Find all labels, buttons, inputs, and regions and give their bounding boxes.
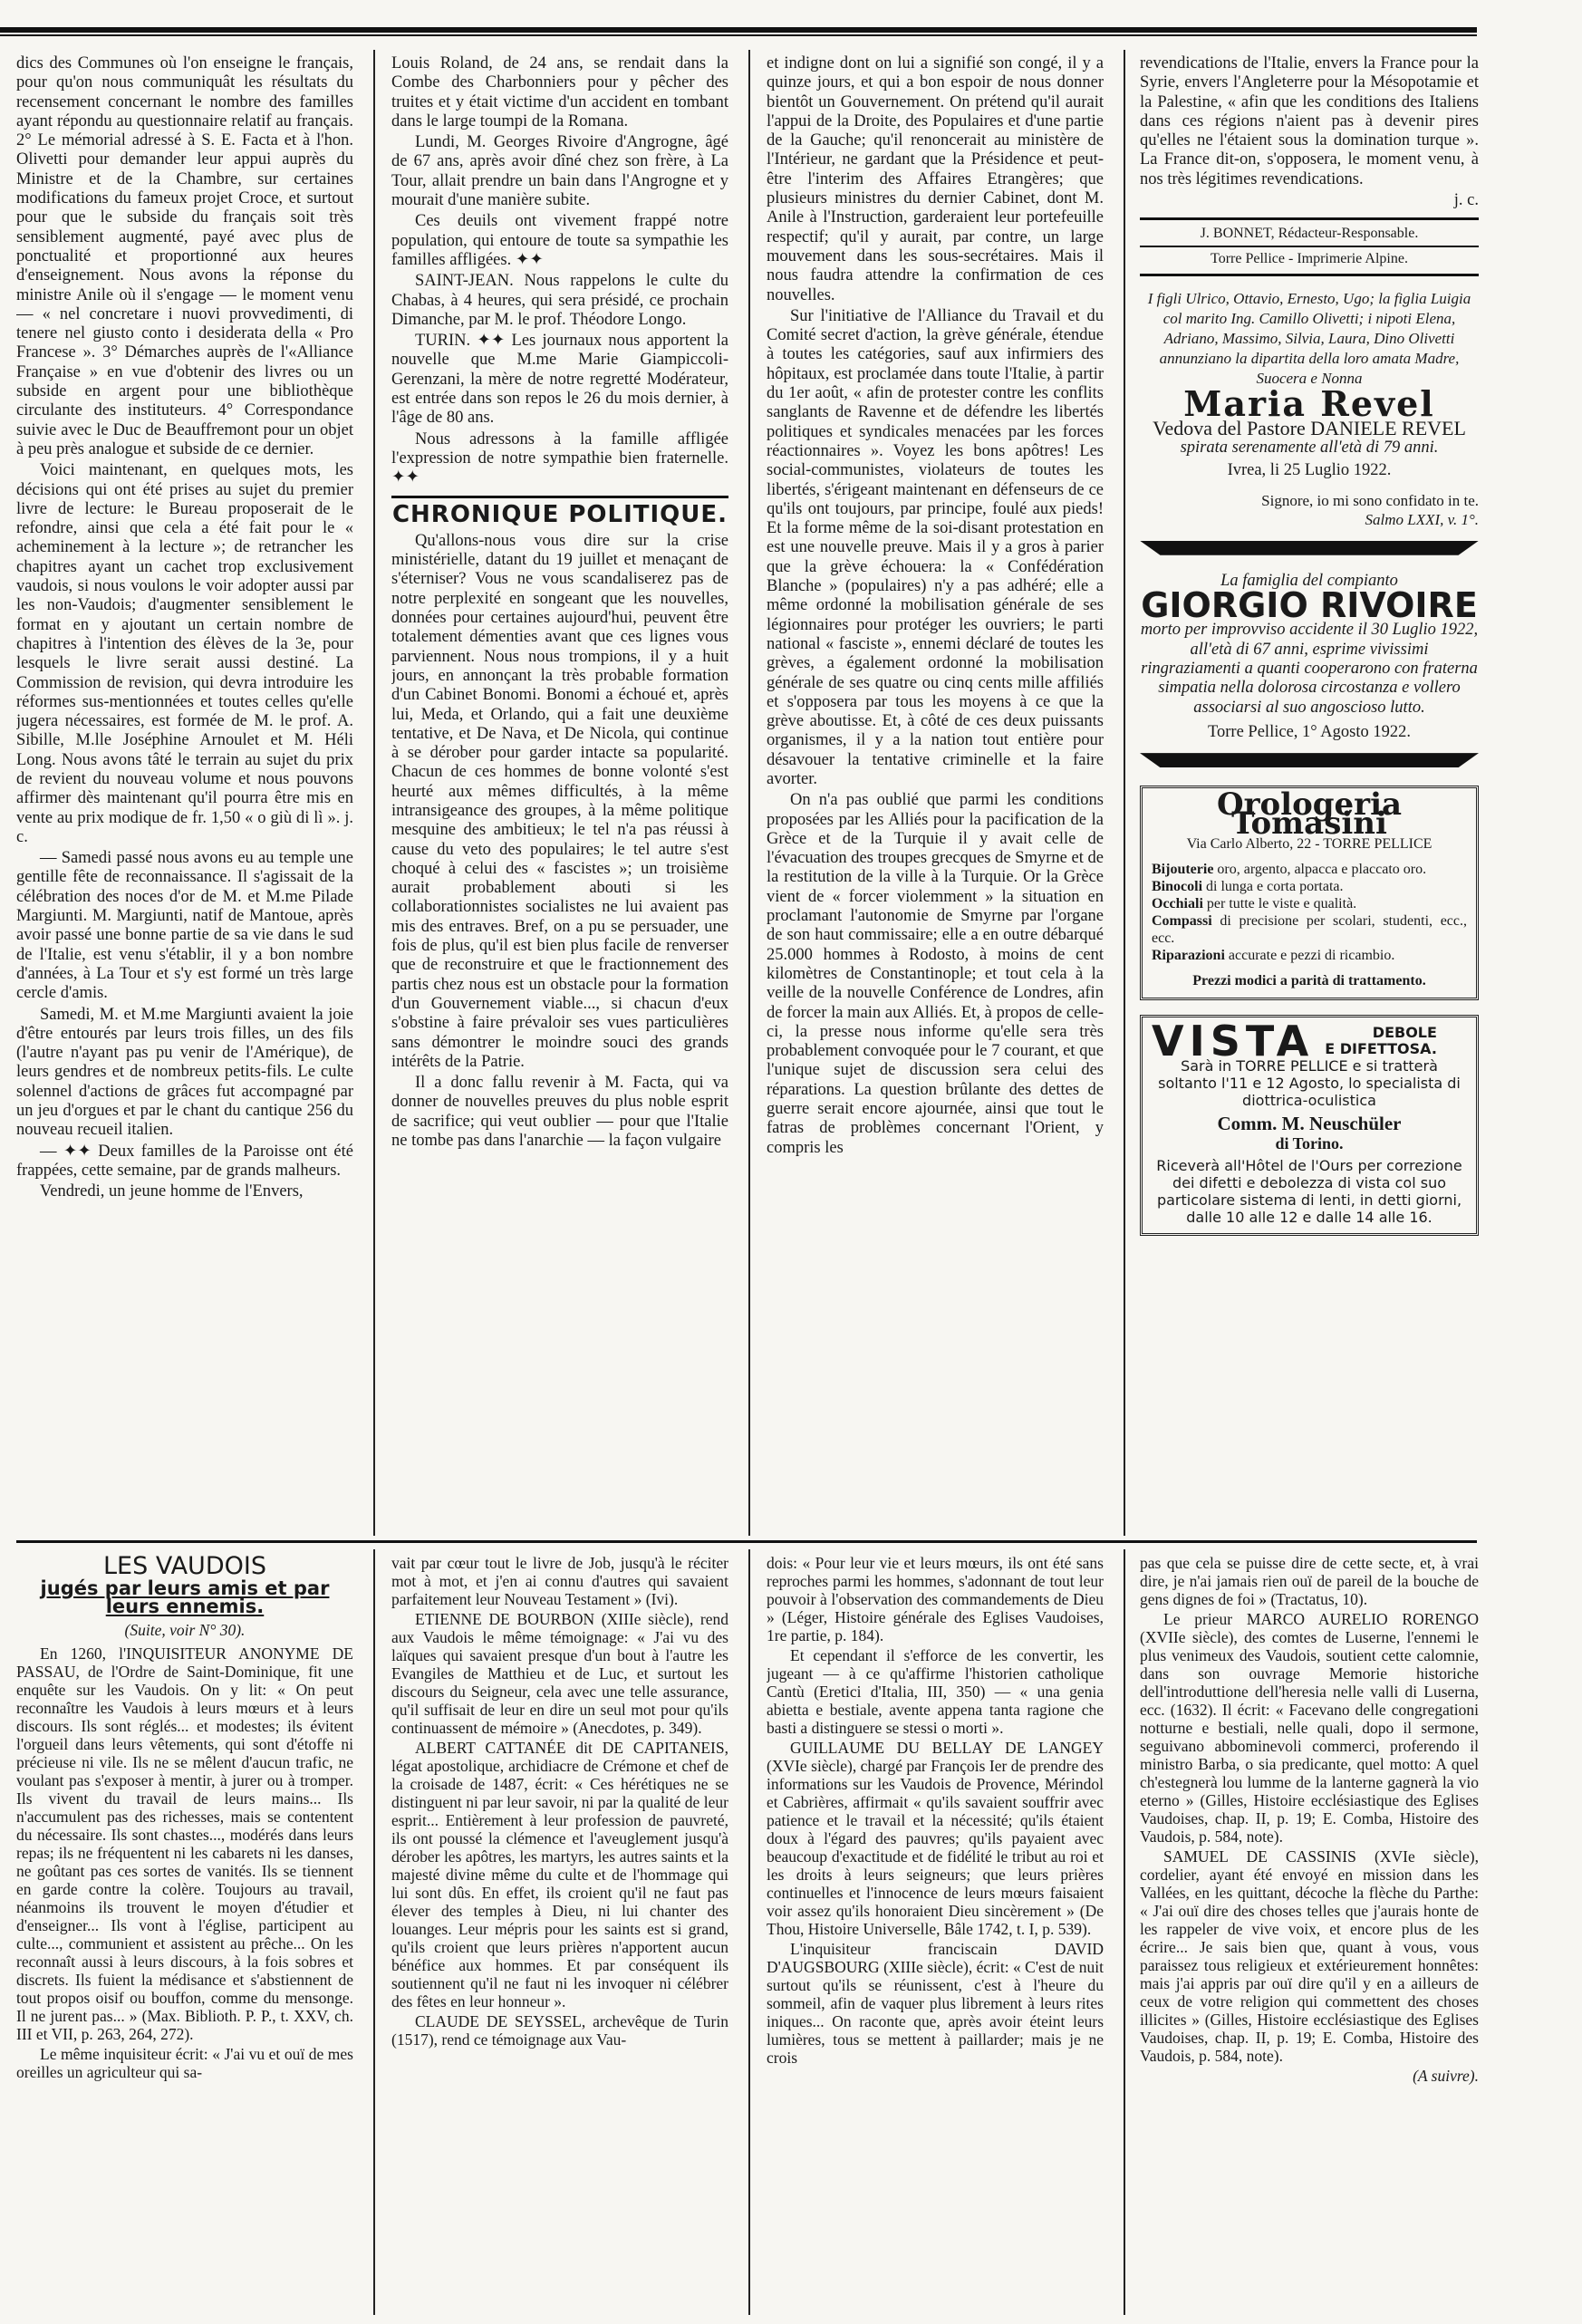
paragraph: CLAUDE DE SEYSSEL, archevêque de Turin (1517), rend ce témoignage aux Vau- bbox=[391, 2012, 728, 2049]
column-1 bbox=[16, 54, 353, 1527]
paragraph: Qu'allons-nous vous dire sur la crise ministérielle, datant du 19 juillet et menaçant de s'éterniser? Vous ne vous scandaliserez pas de notre perplexité en songeant que les nouvelles, données pour certaines aujourd'hui, peuvent être totalement démenties avant que ces lignes vous parviennent. Nous nous trompions, il y a huit jours, en annonçant la très probable formation d'un Cabinet Bonomi. Bonomi a échoué et, après lui, Meda, et Orlando, qui a fait une deuxième tentative, et De Nava, et De Nicola, qui continue à se dérober pour garder intacte sa popularité. Chacun de ces hommes de bonne volonté s'est heurté aux mêmes difficultés, à la même intransigeance des groupes, à la même politique mesquine des ambitieux; le tel n'a pas réussi à cause du veto des populaires; le tel autre s'est choqué à celui des « fascistes »; un troisième aurait probablement abouti si les collaborationnistes socialistes ne lui avaient pas mis des entraves. Bref, on a pu se persuader, une fois de plus, qu'il est bien plus facile de renverser que de reconstruire et que le fractionnement des partis chez nous est un obstacle pour la formation d'un Gouvernement viable..., si chacun d'eux s'obstine à faire prévaloir ses vues particulières sans démontrer le moindre souci des grands intérêts de la Patrie. bbox=[391, 531, 728, 1071]
ad-item: Bijouterie oro, argento, alpacca e placcato oro. bbox=[1152, 862, 1427, 878]
vaudois-subtitle: jugés par leurs amis et par leurs ennemis. bbox=[40, 1577, 330, 1617]
ad-item: Occhiali per tutte le viste e qualità. bbox=[1152, 896, 1357, 912]
column-3 bbox=[767, 54, 1104, 1527]
vaudois-column-1 bbox=[16, 1554, 353, 2310]
paragraph: Nous adressons à la famille affligée l'expression de notre sympathie bien fraternelle. ✦✦ bbox=[391, 429, 728, 487]
paragraph: dics des Communes où l'on enseigne le français, pour qu'on nous communiquât les résultats du recensement concernant le nombre des familles ayant répondu au questionnaire relatif au français. 2° Le mémorial adressé à S. E. Facta et à l'hon. Olivetti pour demander leur appui auprès du Ministre et de la Chambre, sur certaines modifications du fameux projet Croce, et surtout pour que le subside du français soit très sensiblement augmenté, payé avec plus de ponctualité et proportionné aux heures d'enseignement. Nous avons la réponse du ministre Anile où il s'engage — le moment venu — « nel concretare i nuovi provvedimenti, di tenere nel giusto conto i desiderata della « Pro Francese ». 3° Démarches auprès de l'«Alliance Française » en vue d'obtenir des livres ou un subside en argent pour une bibliothèque circulante des instituteurs. 4° Correspondance suivie avec le Duc de Beauffremont pour un objet à peu près analogue et subside de ce dernier. bbox=[16, 54, 353, 458]
ad-item: Compassi di precisione per scolari, studenti, ecc., ecc. bbox=[1152, 913, 1468, 947]
paragraph: Il a donc fallu revenir à M. Facta, qui va donner de nouvelles preuves du plus noble esprit de sacrifice; qui veut oublier — pour que l'Italie ne tombe pas dans l'anarchie — la façon vulgaire bbox=[391, 1074, 728, 1151]
paragraph: Vendredi, un jeune homme de l'Envers, bbox=[40, 1182, 304, 1201]
ad-item: Riparazioni accurate e pezzi di ricambio. bbox=[1152, 948, 1395, 964]
section-rule bbox=[16, 1540, 1477, 1543]
ad-address: Via Carlo Alberto, 22 - TORRE PELLICE bbox=[1186, 835, 1432, 852]
ad-name: Comm. M. Neuschüler bbox=[1217, 1113, 1402, 1135]
paragraph: et indigne dont on lui a signifié son congé, il y a quinze jours, et qui a bon espoir de nous donner bientôt un Gouvernement. On prétend qu'il aurait l'appui de la Droite, des Populaires et d'une partie de la Gauche; qu'il renoncerait au ministère de l'Intérieur, ne gardant que la Présidence et peut-être l'interim des Affaires Etrangères; que plusieurs ministres du dernier Cabinet, dont M. Anile à l'Instruction, garderaient leur portefeuille respectif; qu'il y aurait, par contre, un large mouvement dans les sous-secrétaires. Mais il nous faudra attendre la confirmation de ces nouvelles. bbox=[767, 54, 1104, 304]
ad-vista-sub: DEBOLE bbox=[1372, 1024, 1437, 1042]
obituary-rivoire bbox=[1140, 572, 1479, 767]
paragraph: Lundi, M. Georges Rivoire d'Angrogne, âgé de 67 ans, après avoir dîné chez son frère, à La Tour, allait prendre un bain dans l'Angrogne et y mourait d'une manière subite. bbox=[391, 133, 728, 210]
paragraph: L'inquisiteur franciscain DAVID D'AUGSBOURG (XIIIe siècle), écrit: « C'est de nuit surtout qu'ils se réunissent, c'est à l'heure du sommeil, afin de vaquer plus librement à leurs rites iniques... On raconte que, après avoir éteint leurs lumières, tous se mettent à paillarder; mais je ne crois bbox=[767, 1940, 1104, 2067]
masthead-rule bbox=[0, 27, 1477, 33]
ad-footer: Prezzi modici a parità di trattamento. bbox=[1192, 973, 1426, 989]
paragraph: Le prieur MARCO AURELIO RORENGO (XVIIe siècle), des comtes de Luserne, l'ennemi le plus venimeux des Vaudois, soutient cette calomnie, dans son ouvrage Memorie historiche dell'introduttione dell'heresia nelle valli di Luserna, ecc. (1632). Il écrit: « Facevano delle congregationi notturne e bestiali, nelle quali, dopo il sermone, seguivano abbominevoli commerci, proferendo il ministro Barba, o sia predicante, quel motto: A quel ch'estegnerà lou lumme de la lanterne gagnerà la vio eterno » (Gilles, Histoire ecclésiastique des Eglises Vaudoises, chap. II, p. 19; E. Comba, Histoire des Vaudois, p. 584, note). bbox=[1140, 1610, 1479, 1846]
paragraph: On n'a pas oublié que parmi les conditions proposées par les Alliés pour la pacification de la Grèce et de la Turquie il y avait celle de l'évacuation des troupes grecques de Smyrne et de la restitution de la ville à la Turquie. Or la Grèce vient de « forcer violemment » la situation en proclamant l'autonomie de Smyrne par l'organe de son haut commissaire; elle a en outre débarqué 25.000 hommes à Rodosto, à moins de cent kilomètres de Constantinople; et tout cela à la veille de la nouvelle Conférence de Londres, afin de forcer la main aux Alliés. Et, à propos de celle-ci, la presse nous informe qu'elle sera très probablement convoquée pour le 7 courant, et que l'unique sujet de discussion sera celui des réparations. La question brûlante des dettes de guerre serait encore ajournée, ainsi que tout le fatras de problèmes concernant l'Orient, y compris les bbox=[767, 791, 1104, 1157]
paragraph: dois: « Pour leur vie et leurs mœurs, ils ont été sans reproches parmi les hommes, s'adonnant de tout leur pouvoir à l'observation des commandements de Dieu » (Léger, Histoire générale des Eglises Vaudoises, 1re partie, p. 184). bbox=[767, 1554, 1104, 1644]
paragraph: Samedi, M. et M.me Margiunti avaient la joie d'être entourés par leurs trois filles, un des fils (l'autre n'ayant pas pu venir de l'Amérique), de leurs gendres et de nombreux petits-fils. Le culte solennel d'actions de grâces fut accompagné par un jeu d'orgues et par le chant du cantique 256 du nouveau recueil italien. bbox=[16, 1005, 353, 1140]
paragraph: Ces deuils ont vivement frappé notre population, qui entoure de toute sa sympathie les familles affligées. ✦✦ bbox=[391, 212, 728, 269]
obituary-intro: I figli Ulrico, Ottavio, Ernesto, Ugo; la figlia Luigia col marito Ing. Camillo Olivetti; i nipoti Elena, Adriano, Massimo, Silvia, Laura, Dino Olivetti annunziano la dipartita della loro amata Madre, Suocera e Nonna bbox=[1147, 289, 1471, 387]
column-divider bbox=[748, 1549, 750, 2315]
obituary-revel bbox=[1140, 289, 1479, 555]
to-be-continued: (A suivre). bbox=[1413, 2067, 1479, 2085]
vaudois-column-4 bbox=[1140, 1554, 1479, 2310]
paragraph: vait par cœur tout le livre de Job, jusqu'à le réciter mot à mot, et j'en ai connu d'autres qui savaient parfaitement leur Nouveau Testament » (Ivi). bbox=[391, 1554, 728, 1608]
column-divider bbox=[373, 1549, 375, 2315]
ad-title: Orologeria Tomasini bbox=[1216, 786, 1403, 843]
obituary-place: Ivrea, li 25 Luglio 1922. bbox=[1227, 460, 1392, 479]
paragraph: — Samedi passé nous avons eu au temple une gentille fête de reconnaissance. Il s'agissait de la célébration des noces d'or de M. et M.me Pilade Margiunti. M. Margiunti, natif de Mantoue, après avoir passé une bonne partie de sa vie dans le sud de l'Italie, est venu s'établir, il y a bon nombre d'années, à La Tour et s'y est formé un très large cercle d'amis. bbox=[16, 849, 353, 1003]
vaudois-column-2 bbox=[391, 1554, 728, 2310]
paragraph: Voici maintenant, en quelques mots, les décisions qui ont été prises au sujet du premier livre de lecture: le Bureau proposerait de le refondre, ainsi que cela a été fait pour le « acheminement à la lecture »; de retrancher les chapitres ayant un cachet trop exclusivement vaudois, si nous voulons le voir adopter aussi par les non-Vaudois; d'augmenter sensiblement le format en y ajoutant un certain nombre de chapitres à l'intention des élèves de la 3e, pour lesquels le livre serait aussi destiné. La Commission de revision, qui devra introduire les réformes sus-mentionnées et toutes celles qu'elle jugera nécessaires, est formée de M. le prof. A. Sibille, M.lle Joséphine Arnoulet et M. Héli Long. Nous avons tâté le terrain au sujet du prix de revient du nouveau volume et nous pouvons affirmer dès maintenant qu'il pourra être mis en vente au prix modique de fr. 1,50 « o giù di lì ». j. c. bbox=[16, 461, 353, 846]
ad-vista-sub: E DIFETTOSA. bbox=[1325, 1040, 1437, 1058]
ad-text: Sarà in TORRE PELLICE e si tratterà soltanto l'11 e 12 Agosto, lo specialista di diottrica-oculistica bbox=[1158, 1057, 1461, 1110]
section-rule bbox=[1140, 217, 1479, 220]
column-4 bbox=[1140, 54, 1479, 1531]
paragraph: pas que cela se puisse dire de cette secte, et, à vrai dire, je n'ai jamais rien ouï de pareil de la bouche de gens dignes de foi » (Tractatus, 10). bbox=[1140, 1554, 1479, 1608]
paragraph: Sur l'initiative de l'Alliance du Travail et du Comité secret d'action, la grève générale, étendue à toutes les catégories, sauf aux infirmiers des hôpitaux, est proclamée dans toute l'Italie, à partir du 1er août, « afin de protester contre les conflits sanglants de Ravenne et de défendre les libertés politiques et syndicales menacées par les forces réactionnaires ». Voyez les bons apôtres! Les social-communistes, violateurs de toutes les libertés, s'érigeant maintenant en défenseurs de ce qu'ils ont toujours, par principe, foulé aux pieds! Et la forme même de la soi-disant protestation en est une nouvelle preuve. Mais il y a gros à parier que la grève échouera: la « Confédération Blanche » (populaires) n'y a pas adhéré; elle a même ordonné la mobilisation générale de ses légionnaires pour protéger les ouvriers; le parti national « fasciste », ennemi déclaré de toutes les grèves, a également ordonné la mobilisation générale de ses quatre ou cinq cents mille affiliés et s'opposera par tous les moyens à ce que la grève aboutisse. Et, à côté de ces deux puissants organismes, il y a la nation tout entière pour désavouer la tentative criminelle et la faire avorter. bbox=[767, 306, 1104, 788]
column-divider bbox=[1124, 1549, 1125, 2315]
obituary-line: spirata serenamente all'età di 79 anni. bbox=[1180, 438, 1439, 457]
ad-text: Riceverà all'Hôtel de l'Ours per correzione dei difetti e debolezza di vista col suo particolare sistema di lenti, in detti giorni, dalle 10 alle 12 e dalle 14 alle 16. bbox=[1156, 1156, 1462, 1226]
obituary-verse: Signore, io mi sono confidato in te. bbox=[1261, 492, 1479, 510]
paragraph: Louis Roland, de 24 ans, se rendait dans la Combe des Charbonniers pour y pêcher des truites et y était victime d'un accident en tombant dans le large toumpi de la Romana. bbox=[391, 54, 728, 130]
paragraph: Le même inquisiteur écrit: « J'ai vu et ouï de mes oreilles un agriculteur qui sa- bbox=[16, 2045, 353, 2081]
ad-city: di Torino. bbox=[1275, 1133, 1344, 1152]
column-divider bbox=[1124, 50, 1125, 1536]
mourning-band bbox=[1140, 541, 1479, 555]
obituary-name: GIORGIO RIVOIRE bbox=[1141, 585, 1478, 626]
imprint-printer: Torre Pellice - Imprimerie Alpine. bbox=[1211, 250, 1408, 266]
chronique-title: CHRONIQUE POLITIQUE. bbox=[391, 500, 728, 528]
column-divider bbox=[373, 50, 375, 1536]
ad-vista bbox=[1140, 1015, 1479, 1236]
vaudois-suite: (Suite, voir N° 30). bbox=[124, 1621, 246, 1639]
column-2 bbox=[391, 54, 728, 1527]
obituary-text: morto per improvviso accidente il 30 Luglio 1922, all'età di 67 anni, esprime vivissimi ringraziamenti a quanti cooperarono con fraterna simpatia nella dolorosa circostanza e vollero associarsi al suo angoscioso lutto. bbox=[1140, 621, 1479, 717]
section-rule bbox=[1140, 246, 1479, 247]
obituary-name: Maria Revel bbox=[1183, 382, 1435, 424]
section-rule bbox=[1140, 274, 1479, 276]
section-rule bbox=[391, 496, 728, 498]
paragraph: ALBERT CATTANÉE dit DE CAPITANEIS, légat apostolique, archidiacre de Crémone et chef de la croisade de 1487, écrit: « Ces hérétiques ne se distinguent ni par leur savoir, ni par la qualité de leur esprit... Entièrement à leur profession de pauvreté, ils ont poussé la clémence et l'aveuglement jusqu'à dérober les apôtres, les martyrs, les autres saints et la majesté divine même du culte et de l'hommage qui lui sont dûs. En effet, ils croient qu'il ne faut pas élever des temples à Dieu, ni lui chanter des louanges. Leur mépris pour les saints est si grand, qu'ils croient que leurs prières n'apportent aucun bénéfice aux hommes. Et par conséquent ils soutiennent qu'il ne faut ni les invoquer ni célébrer des fêtes en leur honneur ». bbox=[391, 1739, 728, 2011]
paragraph: ETIENNE DE BOURBON (XIIIe siècle), rend aux Vaudois le même témoignage: « J'ai vu des laïques qui savaient presque d'un bout à l'autre les Evangiles de Matthieu et de Luc, et surtout les discours du Seigneur, cela avec une telle assurance, qu'il suffisait de leur en dire un seul mot pour qu'ils continuassent de mémoire » (Anecdotes, p. 349). bbox=[391, 1610, 728, 1737]
paragraph: SAINT-JEAN. Nous rappelons le culte du Chabas, à 4 heures, qui sera présidé, ce prochain Dimanche, par M. le prof. Théodore Longo. bbox=[391, 272, 728, 329]
paragraph: GUILLAUME DU BELLAY DE LANGEY (XVIe siècle), chargé par François Ier de prendre des informations sur les Vaudois de Provence, Mérindol et Cabrières, affirmait « qu'ils savaient souffrir avec patience et le travail et la nécessité; qu'ils étaient doux à l'égard des pauvres; qu'ils payaient avec beaucoup d'exactitude et de fidélité le tribut au roi et les droits à leurs seigneurs; que leurs prières continuelles et l'innocence de leurs mœurs faisaient voir assez qu'ils honoraient Dieu sincèrement » (De Thou, Histoire Universelle, Bâle 1742, t. I, p. 539). bbox=[767, 1739, 1104, 1938]
ad-tomasini bbox=[1140, 786, 1479, 1000]
ad-vista-head: VISTA DEBOLE E DIFETTOSA. bbox=[1152, 1016, 1437, 1066]
paragraph: — ✦✦ Deux familles de la Paroisse ont été frappées, cette semaine, par de grands malheurs. bbox=[16, 1142, 353, 1180]
mourning-band bbox=[1140, 753, 1479, 767]
column-divider bbox=[748, 50, 750, 1536]
obituary-intro: La famiglia del compianto bbox=[1220, 571, 1398, 590]
masthead-rule-thin bbox=[0, 34, 1477, 36]
imprint-editor: J. BONNET, Rédacteur-Responsable. bbox=[1200, 226, 1419, 242]
paragraph: SAMUEL DE CASSINIS (XVIe siècle), cordelier, ayant été envoyé en mission dans les Vallées, en les quittant, décoche la flèche du Parthe: « J'ai ouï dire des choses telles que j'aurais honte de les rappeler de vive voix, et encore plus de les écrire... Je sais bien que, quant à vous, vous paraissez tous religieux et extérieurement honnêtes: mais j'ai appris par ouï dire qu'il y en a ailleurs de ceux de votre religion qui commettent des choses illicites » (Gilles, Histoire ecclésiastique des Eglises Vaudoises, chap. II, p. 19; E. Comba, Histoire des Vaudois, p. 584, note). bbox=[1140, 1847, 1479, 2065]
obituary-verse-ref: Salmo LXXI, v. 1°. bbox=[1365, 511, 1479, 529]
paragraph: revendications de l'Italie, envers la France pour la Syrie, envers l'Angleterre pour la Mésopotamie et la Palestine, « afin que les conditions des Italiens dans ces régions n'aient pas à devenir pires qu'elles ne l'étaient sous la domination turque ». La France dit-on, s'opposera, le moment venu, à nos très légitimes revendications. bbox=[1140, 54, 1479, 188]
ad-item: Binocoli di lunga e corta portata. bbox=[1152, 879, 1344, 895]
vaudois-column-3 bbox=[767, 1554, 1104, 2310]
obituary-line: Vedova del Pastore DANIELE REVEL bbox=[1153, 417, 1466, 440]
paragraph: TURIN. ✦✦ Les journaux nous apportent la nouvelle que M.me Marie Giampiccoli-Gerenzani, la mère de notre regretté Modérateur, est entrée dans son repos le 26 du mois dernier, à l'âge de 80 ans. bbox=[391, 332, 728, 428]
obituary-place: Torre Pellice, 1° Agosto 1922. bbox=[1208, 722, 1411, 741]
vaudois-title: LES VAUDOIS bbox=[103, 1554, 266, 1580]
paragraph: En 1260, l'INQUISITEUR ANONYME DE PASSAU, de l'Ordre de Saint-Dominique, fit une enquête sur les Vaudois. On y lit: « On peut reconnaître les Vaudois à leurs mœurs et à leurs discours. Ils sont réglés... et modestes; ils évitent l'orgueil dans leurs vêtements, qui sont d'étoffe ni précieuse ni vile. Ils ne se mêlent d'aucun trafic, ne voulant pas s'exposer à mentir, à jurer ou à tromper. Ils vivent du travail de leurs mains... Ils n'accumulent pas des richesses, mais se contentent du nécessaire. Ils sont chastes..., modérés dans leurs repas; ils ne fréquentent ni les cabarets ni les danses, ne goûtant pas ces sortes de vanités. Ils se tiennent en garde contre la colère. Toujours au travail, néanmoins ils trouvent le moyen d'étudier et d'enseigner... Ils vont à l'église, participent au culte..., communient et assistent au prêche... On les reconnaît aussi à leurs discours, à la fois sobres et discrets. Ils fuient la médisance et s'abstiennent de tout propos oisif ou bouffon, comme du mensonge. Il ne jurent pas... » (Max. Biblioth. P. P., t. XXV, ch. III et VII, p. 263, 264, 272). bbox=[16, 1644, 353, 2043]
signature: j. c. bbox=[1453, 191, 1479, 210]
paragraph: Et cependant il s'efforce de les convertir, les jugeant — à ce qu'affirme l'historien catholique Cantù (Eretici d'Italia, III, 350) — « una genia abietta e bestiale, avente appena tanta ragione che basti a distinguere se stessi o morti ». bbox=[767, 1646, 1104, 1737]
